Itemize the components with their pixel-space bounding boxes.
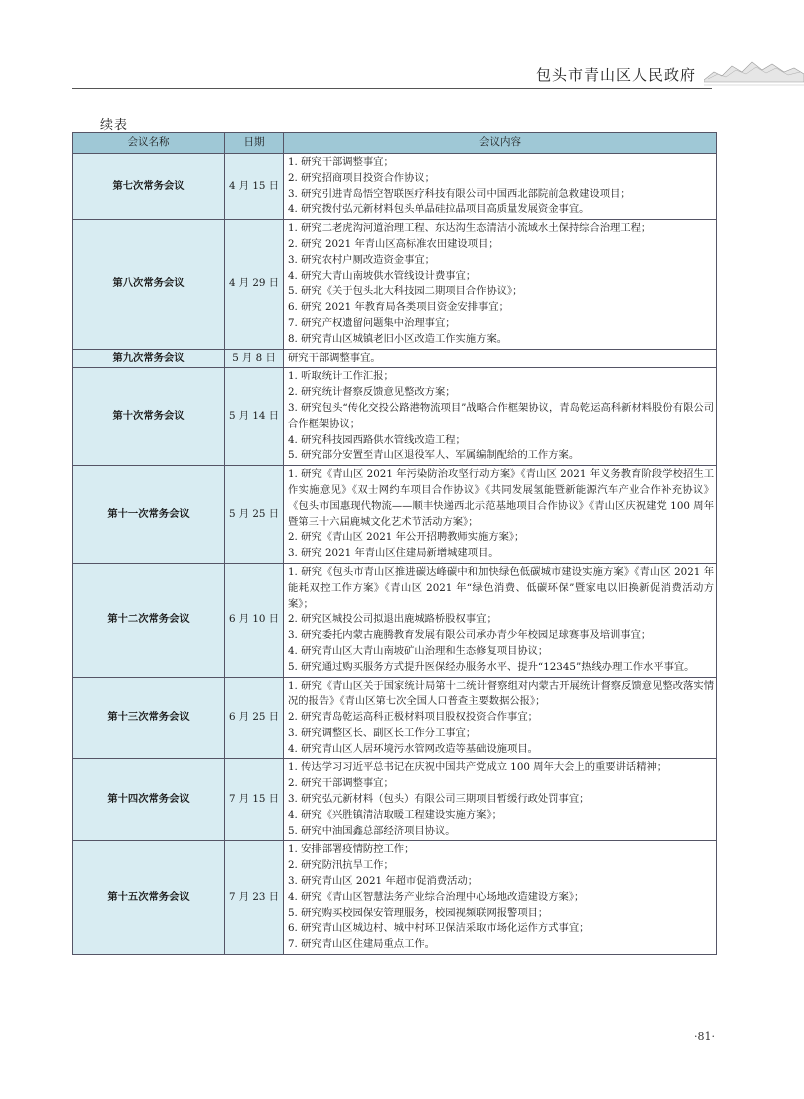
agenda-item: 3. 研究 2021 年青山区住建局新增城建项目。: [288, 547, 499, 560]
meeting-table: [72, 132, 717, 955]
agenda-item: 7. 研究产权遗留问题集中治理事宜；: [288, 316, 456, 329]
mountain-decoration-icon: [704, 52, 804, 92]
agenda-item: 研究干部调整事宜。: [288, 351, 381, 364]
table-row: [73, 349, 717, 368]
agenda-item: 5. 研究部分安置至青山区退役军人、军属编制配给的工作方案。: [288, 449, 580, 462]
meeting-content-cell: [284, 841, 717, 955]
meeting-content-cell: [284, 759, 717, 841]
agenda-item: 1. 安排部署疫情防控工作；: [288, 843, 415, 856]
continued-table-label: 续表: [100, 118, 129, 133]
agenda-item: 2. 研究区城投公司拟退出鹿城路桥股权事宜；: [288, 613, 497, 626]
agenda-item: 3. 研究包头“传化交投公路港物流项目”战略合作框架协议，青岛乾运高科新材料股份有限公司合作框架协议；: [288, 401, 714, 430]
agenda-item: 4. 研究拨付弘元新材料包头单晶硅拉晶项目高质量发展资金事宜。: [288, 203, 590, 216]
table-row: [73, 759, 717, 841]
meeting-date-cell: 7 月 15 日: [225, 759, 284, 841]
meeting-name-cell: 第九次常务会议: [73, 349, 225, 368]
meeting-date-cell: 7 月 23 日: [225, 841, 284, 955]
agenda-item: 2. 研究干部调整事宜；: [288, 777, 394, 790]
agenda-item: 3. 研究农村户厕改造资金事宜；: [288, 253, 435, 266]
agenda-item: 5. 研究通过购买服务方式提升医保经办服务水平、提升“12345”热线办理工作水平事宜。: [288, 660, 695, 673]
agenda-item: 8. 研究青山区城镇老旧小区改造工作实施方案。: [288, 332, 508, 345]
meeting-name-cell: 第十四次常务会议: [73, 759, 225, 841]
meeting-content-cell: [284, 563, 717, 677]
agenda-item: 4. 研究青山区人居环境污水管网改造等基础设施项目。: [288, 742, 538, 755]
agenda-item: 3. 研究青山区 2021 年超市促消费活动；: [288, 875, 479, 888]
meeting-date-cell: 4 月 29 日: [225, 220, 284, 349]
agenda-item: 4. 研究青山区大青山南坡矿山治理和生态修复项目协议；: [288, 644, 549, 657]
table-header-row: [73, 133, 717, 154]
table-row: [73, 563, 717, 677]
header-title: 包头市青山区人民政府: [535, 66, 696, 84]
table-row: [73, 677, 717, 759]
table-row: [73, 466, 717, 564]
table-row: [73, 154, 717, 220]
agenda-item: 3. 研究调整区长、副区长工作分工事宜；: [288, 726, 477, 739]
agenda-item: 4. 研究科技园西路供水管线改造工程；: [288, 433, 466, 446]
meeting-date-cell: 5 月 8 日: [225, 349, 284, 368]
column-header-name: 会议名称: [73, 133, 225, 154]
agenda-item: 3. 研究弘元新材料（包头）有限公司三期项目暂缓行政处罚事宜；: [288, 793, 590, 806]
agenda-item: 7. 研究青山区住建局重点工作。: [288, 938, 435, 951]
column-header-content: 会议内容: [284, 133, 717, 154]
meeting-name-cell: 第十次常务会议: [73, 368, 225, 466]
agenda-item: 2. 研究青岛乾运高科正极材料项目股权投资合作事宜；: [288, 711, 538, 724]
agenda-item: 1. 研究《青山区 2021 年污染防治攻坚行动方案》《青山区 2021 年义务教育阶段学校招生工作实施意见》《双士网约车项目合作协议》《共同发展氢能暨新能源汽车产业合作补充协议》《包头市国惠现代物流——顺丰快递西北示范基地项目合作协议》《青山区庆祝建党 100 周年暨第三十六届鹿城文化艺术节活动方案》；: [288, 468, 714, 528]
table-body: [73, 154, 717, 955]
page-header: [0, 52, 804, 88]
agenda-item: 5. 研究购买校园保安管理服务，校园视频联网报警项目；: [288, 906, 549, 919]
meeting-content-cell: [284, 466, 717, 564]
meeting-name-cell: 第十二次常务会议: [73, 563, 225, 677]
meeting-date-cell: 4 月 15 日: [225, 154, 284, 220]
agenda-item: 4. 研究大青山南坡供水管线设计费事宜；: [288, 269, 477, 282]
table-row: [73, 220, 717, 349]
agenda-item: 1. 研究干部调整事宜；: [288, 156, 394, 168]
meeting-name-cell: 第八次常务会议: [73, 220, 225, 349]
agenda-item: 4. 研究《兴胜镇清洁取暖工程建设实施方案》；: [288, 808, 502, 821]
page-number: ·81·: [694, 1030, 715, 1043]
header-rule: [72, 88, 712, 89]
meeting-name-cell: 第十五次常务会议: [73, 841, 225, 955]
agenda-item: 2. 研究统计督察反馈意见整改方案；: [288, 386, 456, 399]
meeting-content-cell: [284, 349, 717, 368]
column-header-date: 日期: [225, 133, 284, 154]
meeting-name-cell: 第十三次常务会议: [73, 677, 225, 759]
agenda-item: 1. 传达学习习近平总书记在庆祝中国共产党成立 100 周年大会上的重要讲话精神；: [288, 761, 668, 774]
meeting-content-cell: [284, 220, 717, 349]
table-row: [73, 841, 717, 955]
agenda-item: 5. 研究《关于包头北大科技园二期项目合作协议》；: [288, 285, 523, 298]
agenda-item: 1. 研究《包头市青山区推进碳达峰碳中和加快绿色低碳城市建设实施方案》《青山区 2021 年能耗双控工作方案》《青山区 2021 年“绿色消费、低碳环保”暨家电以旧换新促消费活动方案》；: [288, 565, 714, 610]
meeting-content-cell: [284, 368, 717, 466]
meeting-date-cell: 5 月 14 日: [225, 368, 284, 466]
meeting-content-cell: [284, 677, 717, 759]
agenda-item: 1. 研究《青山区关于国家统计局第十二统计督察组对内蒙古开展统计督察反馈意见整改落实情况的报告》《青山区第七次全国人口普查主要数据公报》；: [288, 679, 714, 708]
agenda-item: 3. 研究委托内蒙古鹿腾教育发展有限公司承办青少年校园足球赛事及培训事宜；: [288, 629, 652, 642]
agenda-item: 5. 研究中油国鑫总部经济项目协议。: [288, 824, 456, 837]
meeting-date-cell: 6 月 25 日: [225, 677, 284, 759]
meeting-date-cell: 5 月 25 日: [225, 466, 284, 564]
agenda-item: 1. 研究二老虎沟河道治理工程、东达沟生态清洁小流域水土保持综合治理工程；: [288, 222, 652, 235]
agenda-item: 2. 研究 2021 年青山区高标准农田建设项目；: [288, 237, 499, 250]
agenda-item: 3. 研究引进青岛悟空智联医疗科技有限公司中国西北部院前急救建设项目；: [288, 187, 631, 200]
agenda-item: 4. 研究《青山区智慧法务产业综合治理中心场地改造建设方案》；: [288, 890, 585, 903]
meeting-name-cell: 第十一次常务会议: [73, 466, 225, 564]
agenda-item: 6. 研究 2021 年教育局各类项目资金安排事宜；: [288, 301, 509, 314]
meeting-date-cell: 6 月 10 日: [225, 563, 284, 677]
agenda-item: 2. 研究《青山区 2021 年公开招聘教师实施方案》；: [288, 531, 525, 544]
agenda-item: 1. 听取统计工作汇报；: [288, 370, 394, 383]
agenda-item: 2. 研究防汛抗旱工作；: [288, 859, 394, 872]
table-row: [73, 368, 717, 466]
agenda-item: 2. 研究招商项目投资合作协议；: [288, 171, 435, 184]
meeting-content-cell: [284, 154, 717, 220]
meeting-name-cell: 第七次常务会议: [73, 154, 225, 220]
agenda-item: 6. 研究青山区城边村、城中村环卫保洁采取市场化运作方式事宜；: [288, 922, 590, 935]
